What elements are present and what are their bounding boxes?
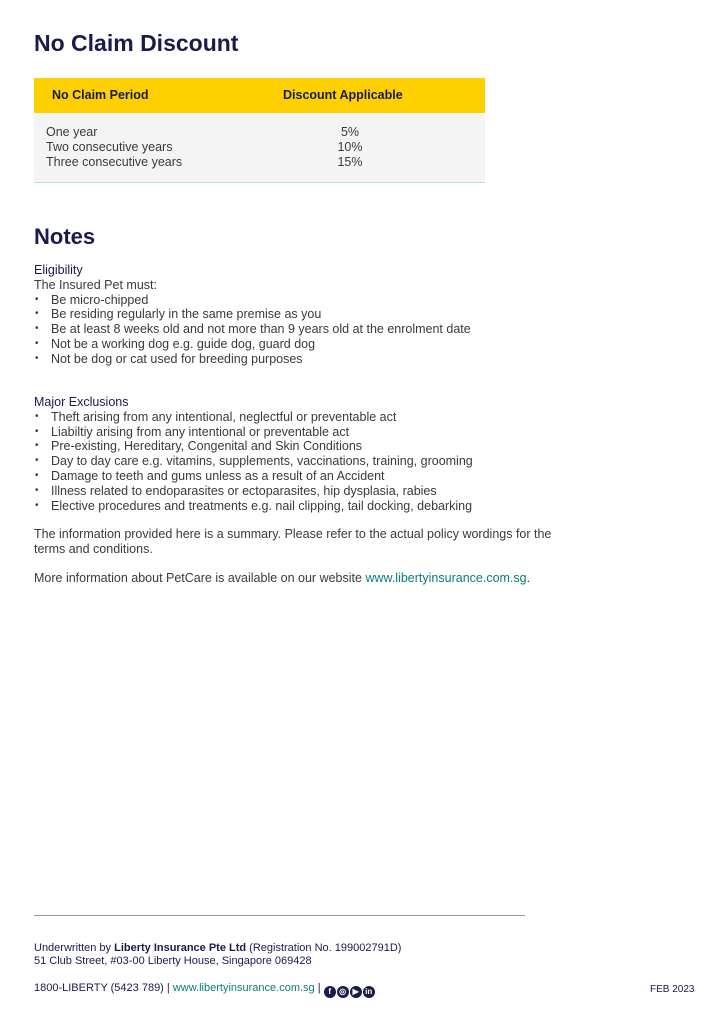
- list-item: • Be at least 8 weeks old and not more than 9 years old at the enrolment date: [34, 322, 574, 337]
- no-claim-discount-title: No Claim Discount: [34, 30, 239, 56]
- registration-number: (Registration No. 199002791D): [246, 942, 402, 954]
- exclusions-section: [34, 395, 574, 513]
- more-info-suffix: .: [526, 571, 531, 585]
- list-item: • Damage to teeth and gums unless as a result of an Accident: [34, 469, 574, 484]
- exclusions-list: [34, 410, 574, 514]
- list-item: • Pre-existing, Hereditary, Congenital and Skin Conditions: [34, 439, 574, 454]
- underwritten-prefix: Underwritten by: [34, 942, 115, 954]
- table-row: [46, 125, 485, 140]
- row-period: Two consecutive years: [46, 140, 173, 154]
- youtube-icon[interactable]: ▶: [350, 986, 362, 998]
- summary-paragraph: The information provided here is a summary. Please refer to the actual policy wordings for the terms and conditions.: [34, 527, 552, 556]
- header-no-claim-period: No Claim Period: [52, 88, 149, 102]
- footer-divider: [34, 915, 525, 916]
- list-item: • Theft arising from any intentional, neglectful or preventable act: [34, 410, 574, 425]
- list-item: • Be micro-chipped: [34, 293, 574, 308]
- list-item: • Liabiltiy arising from any intentional or preventable act: [34, 425, 574, 440]
- list-item: • Not be dog or cat used for breeding purposes: [34, 352, 574, 367]
- separator: |: [314, 982, 324, 994]
- table-row: [46, 155, 485, 170]
- list-item: • Illness related to endoparasites or ectoparasites, hip dysplasia, rabies: [34, 484, 574, 499]
- more-info-paragraph: [34, 571, 564, 586]
- notes-title: Notes: [34, 224, 96, 249]
- publication-date: FEB 2023: [650, 984, 695, 995]
- list-item: • Day to day care e.g. vitamins, supplements, vaccinations, training, grooming: [34, 454, 574, 469]
- exclusions-title: Major Exclusions: [34, 395, 129, 409]
- underwriter-line: [34, 942, 401, 955]
- row-period: One year: [46, 125, 98, 139]
- phone-number: 1800-LIBERTY (5423 789) |: [34, 982, 173, 994]
- row-period: Three consecutive years: [46, 155, 183, 169]
- list-item: • Elective procedures and treatments e.g. nail clipping, tail docking, debarking: [34, 499, 574, 514]
- row-discount: 10%: [337, 140, 363, 154]
- table-header: [34, 78, 485, 113]
- linkedin-icon[interactable]: in: [363, 986, 375, 998]
- footer-website-link[interactable]: www.libertyinsurance.com.sg: [172, 982, 315, 994]
- row-discount: 15%: [337, 155, 363, 169]
- list-item: • Not be a working dog e.g. guide dog, guard dog: [34, 337, 574, 352]
- header-discount-applicable: Discount Applicable: [283, 88, 403, 102]
- instagram-icon[interactable]: ◎: [337, 986, 349, 998]
- eligibility-title: Eligibility: [34, 263, 83, 277]
- table-row: [46, 140, 485, 155]
- contact-line: [34, 982, 376, 998]
- row-discount: 5%: [340, 125, 360, 139]
- no-claim-discount-table: [34, 78, 485, 183]
- eligibility-intro: The Insured Pet must:: [34, 277, 157, 292]
- social-icons: [324, 985, 376, 998]
- address-line: 51 Club Street, #03-00 Liberty House, Singapore 069428: [34, 955, 312, 967]
- company-name: Liberty Insurance Pte Ltd: [114, 942, 247, 954]
- table-body: [34, 113, 485, 182]
- website-link[interactable]: www.libertyinsurance.com.sg: [365, 571, 527, 585]
- more-info-text: More information about PetCare is available on our website: [34, 571, 366, 585]
- eligibility-section: [34, 263, 574, 367]
- eligibility-list: [34, 293, 574, 367]
- facebook-icon[interactable]: f: [324, 986, 336, 998]
- list-item: • Be residing regularly in the same premise as you: [34, 307, 574, 322]
